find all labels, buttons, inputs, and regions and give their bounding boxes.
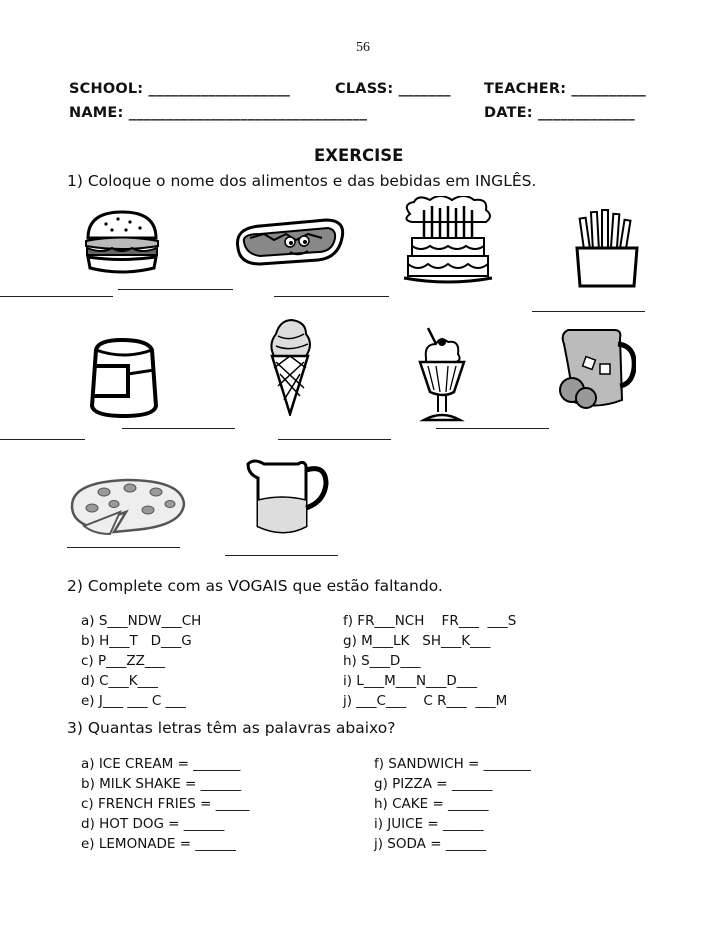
question-2-prompt: 2) Complete com as VOGAIS que estão faltando. — [67, 577, 443, 595]
soda-can-icon — [84, 336, 164, 420]
q3-item-b[interactable]: b) MILK SHAKE = ______ — [81, 776, 242, 792]
date-field[interactable]: DATE: _____________ — [484, 105, 635, 121]
question-3-prompt: 3) Quantas letras têm as palavras abaixo? — [67, 719, 396, 737]
q2-item-f[interactable]: f) FR___NCH FR___ ___S — [343, 613, 517, 629]
q3-item-c[interactable]: c) FRENCH FRIES = _____ — [81, 796, 250, 812]
answer-line-6[interactable] — [122, 428, 235, 429]
q3-item-a[interactable]: a) ICE CREAM = _______ — [81, 756, 241, 772]
q2-item-j[interactable]: j) ___C___ C R___ ___M — [343, 693, 508, 709]
answer-line-10[interactable] — [225, 555, 338, 556]
q2-item-i[interactable]: i) L___M___N___D___ — [343, 673, 477, 689]
answer-line-8[interactable] — [436, 428, 549, 429]
answer-line-4[interactable] — [532, 311, 645, 312]
q2-item-e[interactable]: e) J___ ___ C ___ — [81, 693, 186, 709]
teacher-field[interactable]: TEACHER: __________ — [484, 81, 647, 97]
class-field[interactable]: CLASS: _______ — [335, 81, 451, 97]
birthday-cake-icon — [402, 196, 494, 284]
q3-item-f[interactable]: f) SANDWICH = _______ — [374, 756, 531, 772]
q3-item-e[interactable]: e) LEMONADE = ______ — [81, 836, 236, 852]
answer-line-5[interactable] — [0, 439, 85, 440]
pizza-icon — [64, 470, 190, 540]
q2-item-c[interactable]: c) P___ZZ___ — [81, 653, 166, 669]
answer-line-7[interactable] — [278, 439, 391, 440]
q2-item-b[interactable]: b) H___T D___G — [81, 633, 192, 649]
answer-line-3[interactable] — [274, 296, 389, 297]
lemonade-pitcher-icon — [556, 324, 636, 412]
q2-item-a[interactable]: a) S___NDW___CH — [81, 613, 202, 629]
milk-shake-icon — [414, 326, 470, 424]
answer-line-2[interactable] — [118, 289, 233, 290]
q2-item-g[interactable]: g) M___LK SH___K___ — [343, 633, 491, 649]
answer-line-9[interactable] — [67, 547, 180, 548]
hamburger-icon — [82, 208, 162, 276]
q3-item-d[interactable]: d) HOT DOG = ______ — [81, 816, 225, 832]
answer-line-1[interactable] — [0, 296, 113, 297]
q3-item-j[interactable]: j) SODA = ______ — [374, 836, 487, 852]
question-1-prompt: 1) Coloque o nome dos alimentos e das bebidas em INGLÊS. — [67, 172, 537, 190]
ice-cream-cone-icon — [266, 316, 314, 416]
q2-item-h[interactable]: h) S___D___ — [343, 653, 421, 669]
q3-item-h[interactable]: h) CAKE = ______ — [374, 796, 489, 812]
q2-item-d[interactable]: d) C___K___ — [81, 673, 158, 689]
juice-pitcher-icon — [244, 456, 330, 538]
name-field[interactable]: NAME: ________________________________ — [69, 105, 368, 121]
q3-item-i[interactable]: i) JUICE = ______ — [374, 816, 484, 832]
hot-dog-icon — [230, 212, 348, 268]
french-fries-icon — [574, 208, 640, 288]
school-field[interactable]: SCHOOL: ___________________ — [69, 81, 291, 97]
q3-item-g[interactable]: g) PIZZA = ______ — [374, 776, 493, 792]
page-number: 56 — [356, 40, 370, 55]
exercise-title: EXERCISE — [314, 146, 404, 165]
